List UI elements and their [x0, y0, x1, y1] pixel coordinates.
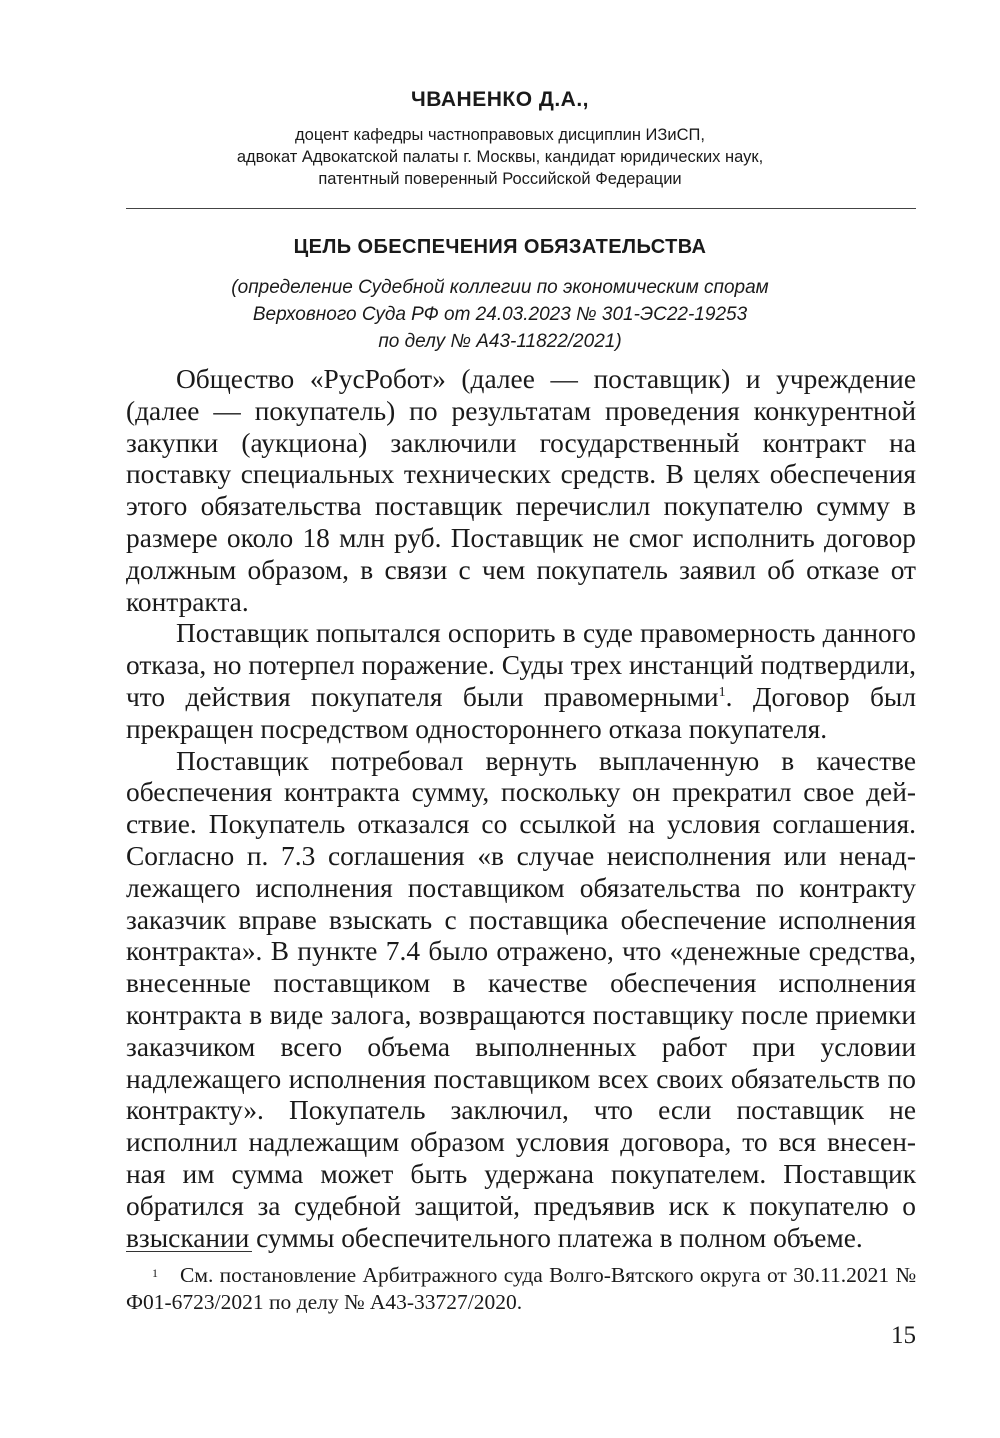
author-affiliation-line: доцент кафедры частноправовых дисциплин ИЗиСП, — [295, 126, 705, 144]
footnote-text: См. постановление Арбитражного суда Волго-Вятского округа от 30.11.2021 № Ф01-6723/2021 по делу № А43-33727/2020. — [126, 1263, 916, 1314]
body-paragraph — [126, 618, 916, 745]
footnote — [126, 1262, 916, 1316]
article-subtitle-line: Верховного Суда РФ от 24.03.2023 № 301-ЭС22-19253 — [252, 304, 748, 325]
article-subtitle — [0, 274, 1000, 355]
author-affiliation-line: патентный поверенный Российской Федерации — [318, 170, 682, 188]
footnote-divider — [126, 1251, 252, 1252]
footnote-mark: 1 — [152, 1266, 158, 1280]
author-name: ЧВАНЕНКО Д.А., — [411, 88, 589, 111]
paragraph-text: . Договор был прекращен посредством одностороннего отказа покупателя. — [126, 681, 916, 744]
body-paragraph: Общество «РусРобот» (далее — поставщик) и учреждение (далее — покупатель) по результатам проведения конкурентной закупки (аукциона) заключили государственный контракт на поставку специальных технических средств. В целях обеспечения этого обязательства поставщик перечислил покупателю сумму в размере около 18 млн руб. Поставщик не смог исполнить договор должным образом, в связи с чем покупатель заявил об отказе от контракта. — [126, 364, 916, 617]
article-body — [126, 364, 916, 1254]
page-number: 15 — [891, 1322, 916, 1349]
author-affiliation — [0, 124, 1000, 190]
article-subtitle-line: (определение Судебной коллегии по экономическим спорам — [231, 277, 769, 298]
paragraph-text: Поставщик попытался оспорить в суде правомерность данного отказа, но потерпел поражение. Суды трех инстанций подтвердили, что действия покупателя были правомерными — [126, 618, 916, 712]
header-divider — [126, 208, 916, 209]
body-paragraph: Поставщик потребовал вернуть выплаченную в качестве обеспечения контракта сумму, поскольку он прекратил свое действие. Покупатель отказался со ссылкой на условия соглашения. Согласно п. 7.3 соглашения «в случае неисполнения или ненадлежащего исполнения поставщиком обязательства по контракту заказчик вправе взыскать с поставщика обеспечение исполнения контракта». В пункте 7.4 было отражено, что «денежные средства, внесенные поставщиком в качестве обеспечения исполнения контракта в виде залога, возвращаются поставщику после приемки заказчиком всего объема выполненных работ при условии надлежащего исполнения поставщиком всех своих обязательств по контракту». Покупатель заключил, что если поставщик не исполнил надлежащим образом условия договора, то вся внесенная им сумма может быть удержана покупателем. Поставщик обратился за судебной защитой, предъявив иск к покупателю о взыскании суммы обеспечительного платежа в полном объеме. — [126, 745, 916, 1253]
article-subtitle-line: по делу № А43-11822/2021) — [378, 331, 622, 352]
article-title: ЦЕЛЬ ОБЕСПЕЧЕНИЯ ОБЯЗАТЕЛЬСТВА — [293, 236, 707, 258]
footnote-reference[interactable]: 1 — [718, 684, 726, 700]
author-affiliation-line: адвокат Адвокатской палаты г. Москвы, кандидат юридических наук, — [236, 148, 764, 166]
